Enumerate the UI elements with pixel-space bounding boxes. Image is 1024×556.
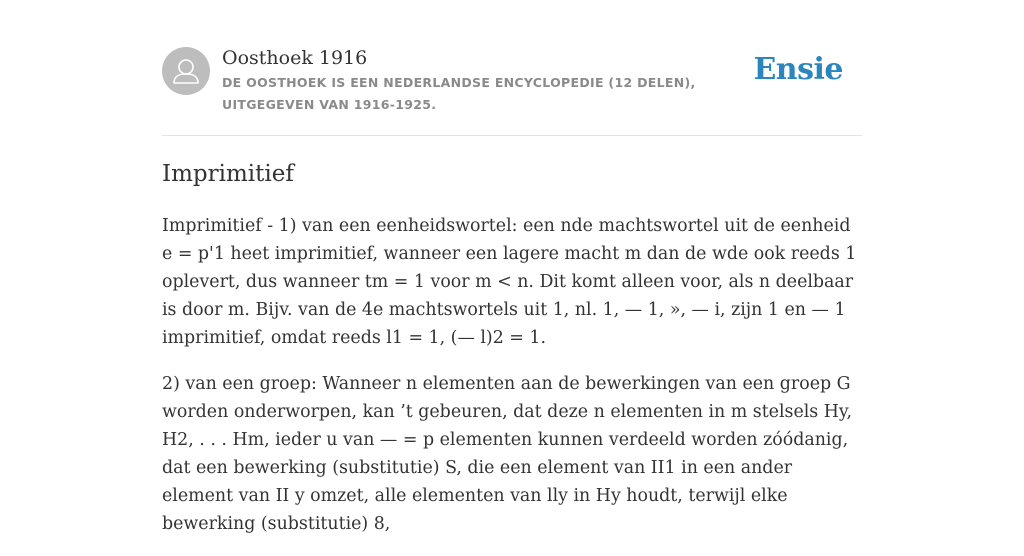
article-title: Imprimitief xyxy=(162,161,294,187)
article-paragraph-1: Imprimitief - 1) van een eenheidswortel: een nde machtswortel uit de eenheid e = p'1 heet imprimitief, wanneer een lagere macht m dan de wde ook reeds 1 oplevert, dus wanneer tm = 1 voor m < n. Dit komt alleen voor, als n deelbaar is door m. Bijv. van de 4e machtswortels uit 1, nl. 1, — 1, », — i, zijn 1 en — 1 imprimitief, omdat reeds l1 = 1, (— l)2 = 1. xyxy=(162,216,857,348)
ensie-logo[interactable]: Ensie xyxy=(753,52,843,87)
article-paragraph-2: 2) van een groep: Wanneer n elementen aan de bewerkingen van een groep G worden onderworpen, kan ’t gebeuren, dat deze n elementen in m stelsels Hy, H2, . . . Hm, ieder u van — = p elementen kunnen verdeeld worden zóódanig, dat een bewerking (substitutie) S, die een element van II1 in een ander element van II y omzet, alle elementen van lly in Hy houdt, terwijl elke bewerking (substitutie) 8, xyxy=(162,374,852,534)
header-divider xyxy=(162,135,862,136)
source-description: DE OOSTHOEK IS EEN NEDERLANDSE ENCYCLOPEDIE (12 DELEN), UITGEGEVEN VAN 1916-1925. xyxy=(222,75,696,112)
source-header xyxy=(162,44,862,136)
article-body xyxy=(162,212,866,556)
source-title[interactable]: Oosthoek 1916 xyxy=(222,47,368,69)
user-silhouette-icon[interactable] xyxy=(162,47,210,95)
